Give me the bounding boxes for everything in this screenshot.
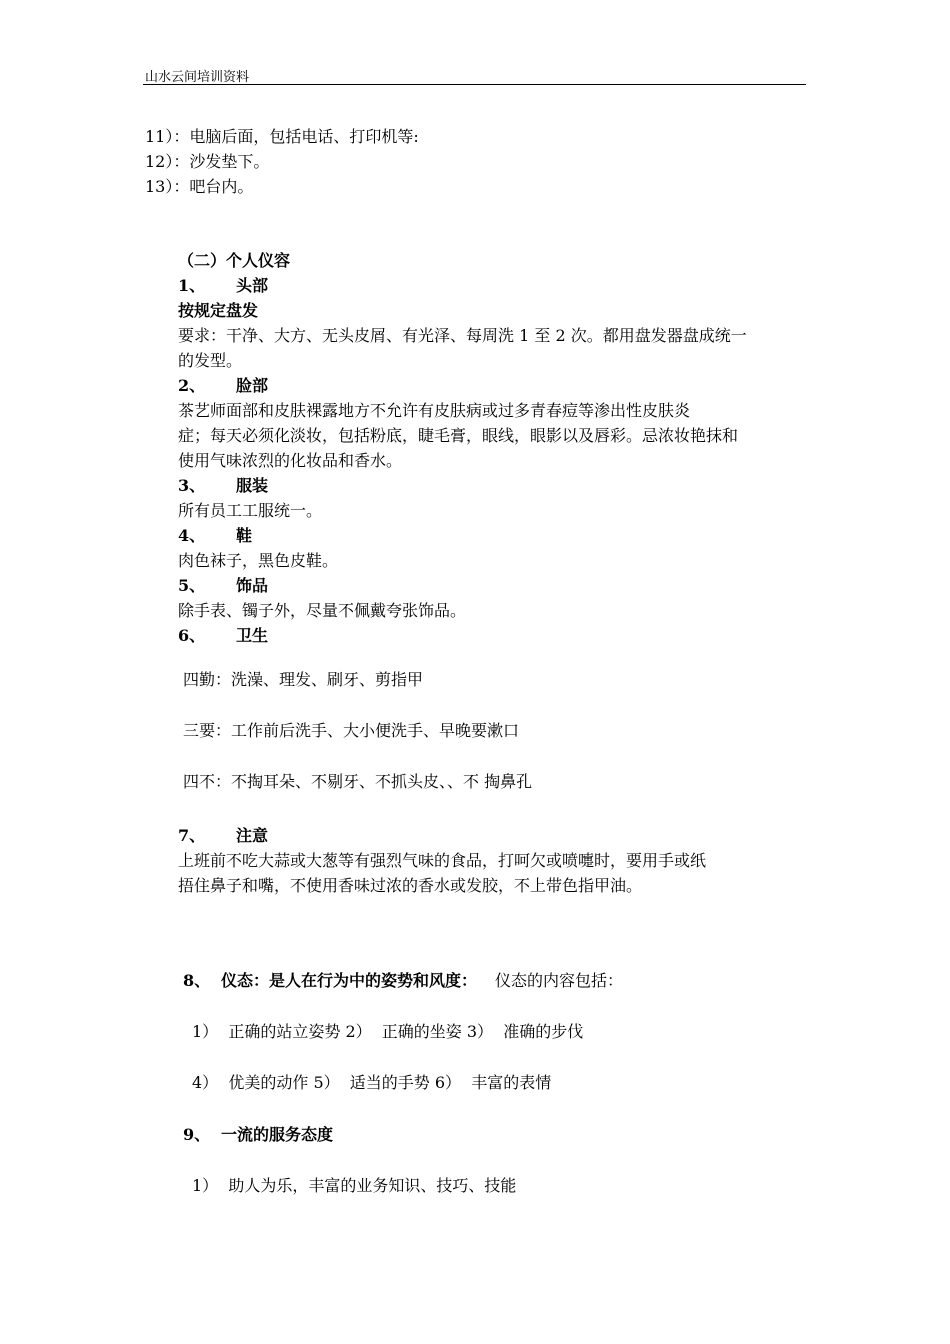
heading-number: 7、 xyxy=(178,826,206,845)
header-rule xyxy=(143,84,806,85)
paragraph-line: 的发型。 xyxy=(178,351,243,370)
heading-shoes xyxy=(178,526,252,546)
heading-number: 8、 xyxy=(183,971,211,990)
heading-accessories xyxy=(178,576,268,596)
heading-text: 服装 xyxy=(236,476,269,495)
paragraph-line: 除手表、镯子外，尽量不佩戴夸张饰品。 xyxy=(178,601,467,620)
heading-number: 5、 xyxy=(178,576,206,595)
paragraph-line: 茶艺师面部和皮肤裸露地方不允许有皮肤病或过多青春痘等渗出性皮肤炎 xyxy=(178,401,691,420)
location-line-11: 11）：电脑后面，包括电话、打印机等: xyxy=(145,127,419,146)
heading-text: 卫生 xyxy=(236,626,269,645)
paragraph-line: 使用气味浓烈的化妆品和香水。 xyxy=(178,451,403,470)
heading-number: 9、 xyxy=(183,1125,211,1144)
heading-number: 4、 xyxy=(178,526,206,545)
heading-clothing xyxy=(178,476,268,496)
heading-text: 鞋 xyxy=(236,526,253,545)
demeanor-intro: 仪态的内容包括： xyxy=(495,971,624,990)
demeanor-items-row: 4） 优美的动作 5） 适当的手势 6） 丰富的表情 xyxy=(192,1073,552,1092)
heading-text: 脸部 xyxy=(236,376,269,395)
heading-number: 1、 xyxy=(178,276,206,295)
location-line-12: 12）：沙发垫下。 xyxy=(145,152,270,171)
paragraph-line: 要求：干净、大方、无头皮屑、有光泽、每周洗 1 至 2 次。都用盘发器盘成统一 xyxy=(178,326,747,345)
heading-text: 一流的服务态度 xyxy=(221,1125,334,1144)
service-item: 1） 助人为乐，丰富的业务知识、技巧、技能 xyxy=(192,1176,517,1195)
heading-face xyxy=(178,376,268,396)
paragraph-line: 所有员工工服统一。 xyxy=(178,501,323,520)
subheading-hair: 按规定盘发 xyxy=(178,301,259,320)
hygiene-item: 四勤：洗澡、理发、刷牙、剪指甲 xyxy=(183,670,424,689)
heading-demeanor xyxy=(183,971,623,991)
hygiene-item: 三要：工作前后洗手、大小便洗手、早晚要漱口 xyxy=(183,721,520,740)
heading-text: 仪态：是人在行为中的姿势和风度： xyxy=(221,971,478,990)
paragraph-line: 症；每天必须化淡妆，包括粉底，睫毛膏，眼线，眼影以及唇彩。忌浓妆艳抹和 xyxy=(178,426,739,445)
heading-text: 头部 xyxy=(236,276,269,295)
paragraph-line: 捂住鼻子和嘴，不使用香味过浓的香水或发胶，不上带色指甲油。 xyxy=(178,876,643,895)
location-line-13: 13）：吧台内。 xyxy=(145,177,254,196)
paragraph-line: 肉色袜子，黑色皮鞋。 xyxy=(178,551,339,570)
hygiene-item: 四不：不掏耳朵、不剔牙、不抓头皮、、不 掏鼻孔 xyxy=(183,772,533,791)
heading-text: 饰品 xyxy=(236,576,269,595)
heading-number: 2、 xyxy=(178,376,206,395)
heading-attention xyxy=(178,826,268,846)
heading-number: 6、 xyxy=(178,626,206,645)
heading-service xyxy=(183,1125,333,1145)
heading-text: 注意 xyxy=(236,826,269,845)
heading-head xyxy=(178,276,268,296)
heading-hygiene xyxy=(178,626,268,646)
heading-number: 3、 xyxy=(178,476,206,495)
demeanor-items-row: 1） 正确的站立姿势 2） 正确的坐姿 3） 准确的步伐 xyxy=(192,1022,584,1041)
section-title-personal-appearance: （二）个人仪容 xyxy=(178,251,291,270)
paragraph-line: 上班前不吃大蒜或大葱等有强烈气味的食品，打呵欠或喷嚏时，要用手或纸 xyxy=(178,851,707,870)
page-header: 山水云间培训资料 xyxy=(145,70,250,85)
